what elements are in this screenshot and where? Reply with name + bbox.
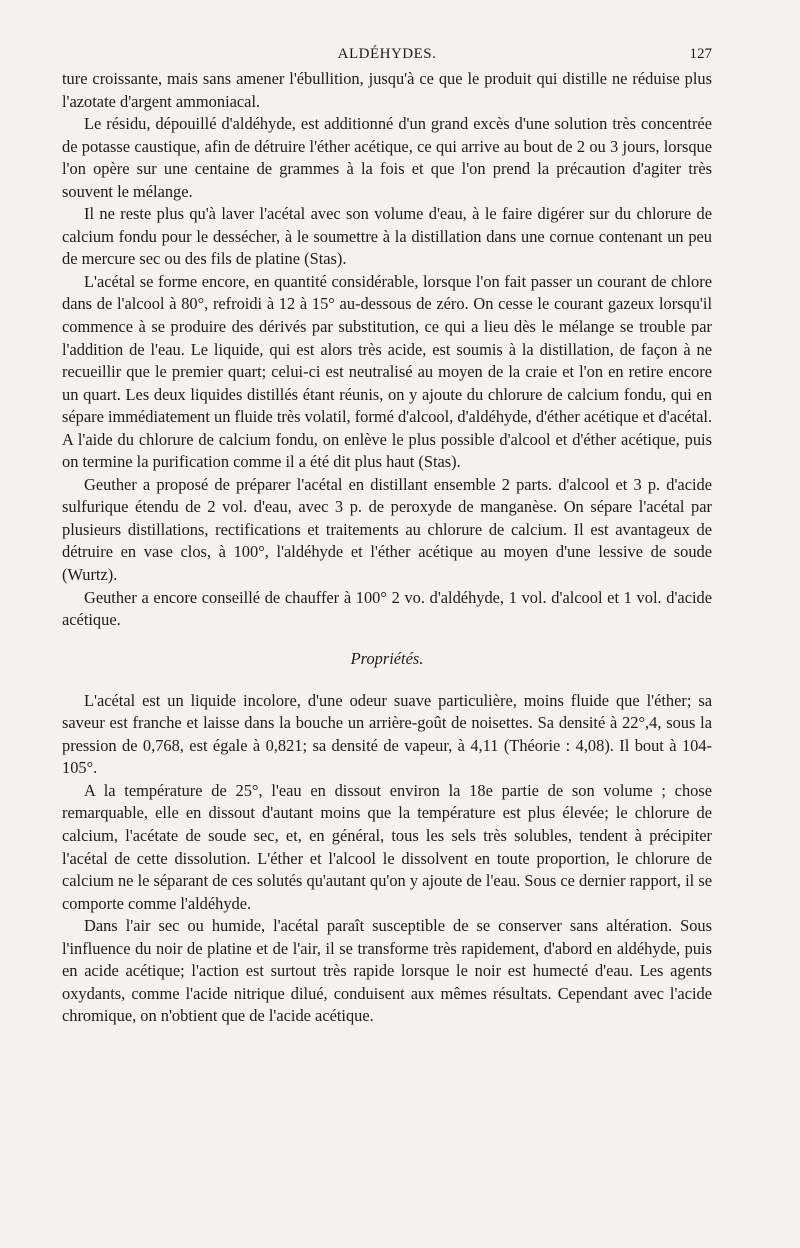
body-text [62,68,712,1028]
book-page [62,42,712,1202]
paragraph: Il ne reste plus qu'à laver l'acétal avec son volume d'eau, à le faire digérer sur du chlorure de calcium fondu pour le dessécher, à le soumettre à la distillation dans une cornue contenant un peu de mercure sec ou des fils de platine (Stas). [62,204,712,269]
paragraph: Geuther a proposé de préparer l'acétal en distillant ensemble 2 parts. d'alcool et 3 p. d'acide sulfurique étendu de 2 vol. d'eau, avec 3 p. de peroxyde de manganèse. On sépare l'acétal par plusieurs distillations, rectifications et traitements au chlorure de calcium. Il est avantageux de détruire en vase clos, à 100°, l'aldéhyde et l'éther acétique au moyen d'une lessive de soude (Wurtz). [62,474,712,585]
paragraph: Geuther a encore conseillé de chauffer à 100° 2 vo. d'aldéhyde, 1 vol. d'alcool et 1 vol. d'acide acétique. [62,587,712,630]
paragraph: A la température de 25°, l'eau en dissout environ la 18e partie de son volume ; chose remarquable, elle en dissout d'autant moins que la température est plus élevée; le chlorure de calcium, l'acétate de soude sec, et, en général, tous les sels très solubles, tendent à précipiter l'acétal de cette dissolution. L'éther et l'alcool le dissolvent en toute proportion, le chlorure de calcium ne le séparant de ces solutés qu'autant qu'on y ajoute de l'eau. Sous ce dernier rapport, il se comporte comme l'aldéhyde. [62,780,712,913]
paragraph: ture croissante, mais sans amener l'ébullition, jusqu'à ce que le produit qui distille ne réduise plus l'azotate d'argent ammoniacal. [62,69,712,111]
paragraph: L'acétal est un liquide incolore, d'une odeur suave particulière, moins fluide que l'éther; sa saveur est franche et laisse dans la bouche un arrière-goût de noisettes. Sa densité à 22°,4, sous la pression de 0,768, est égale à 0,821; sa densité de vapeur, à 4,11 (Théorie : 4,08). Il bout à 104-105°. [62,690,712,778]
paragraph: Le résidu, dépouillé d'aldéhyde, est additionné d'un grand excès d'une solution très concentrée de potasse caustique, afin de détruire l'éther acétique, ce qui arrive au bout de 2 ou 3 jours, lorsque l'on opère sur une centaine de grammes à la fois et que l'on prend la précaution d'agiter très souvent le mélange. [62,114,712,201]
page-header [62,42,712,66]
paragraph: L'acétal se forme encore, en quantité considérable, lorsque l'on fait passer un courant de chlore dans de l'alcool à 80°, refroidi à 12 à 15° au-dessous de zéro. On cesse le courant gazeux lorsqu'il commence à se produire des dérivés par substitution, ce qui a lieu dès le mélange se trouble par l'addition de l'eau. Le liquide, qui est alors très acide, est soumis à la distillation, de façon à ne recueillir que le premier quart; celui-ci est neutralisé au moyen de la craie et l'on en retire encore un quart. Les deux liquides distillés étant réunis, on y ajoute du chlorure de calcium fondu, qui en sépare immédiatement un fluide très volatil, formé d'alcool, d'aldéhyde, d'éther acétique et d'acétal. A l'aide du chlorure de calcium fondu, on enlève le plus possible d'alcool et d'éther acétique, puis on termine la purification comme il a été dit plus haut (Stas). [62,271,712,472]
page-number: 127 [689,46,712,62]
paragraph: Dans l'air sec ou humide, l'acétal paraît susceptible de se conserver sans altération. Sous l'influence du noir de platine et de l'air, il se transforme très rapidement, d'abord en aldéhyde, puis en acide acétique; l'action est surtout très rapide lorsque le noir est humecté d'eau. Les agents oxydants, comme l'acide nitrique dilué, conduisent aux mêmes résultats. Cependant avec l'acide chromique, on n'obtient que de l'acide acétique. [62,916,712,1026]
section-title: Propriétés. [350,648,424,668]
running-title: ALDÉHYDES. [337,46,437,62]
